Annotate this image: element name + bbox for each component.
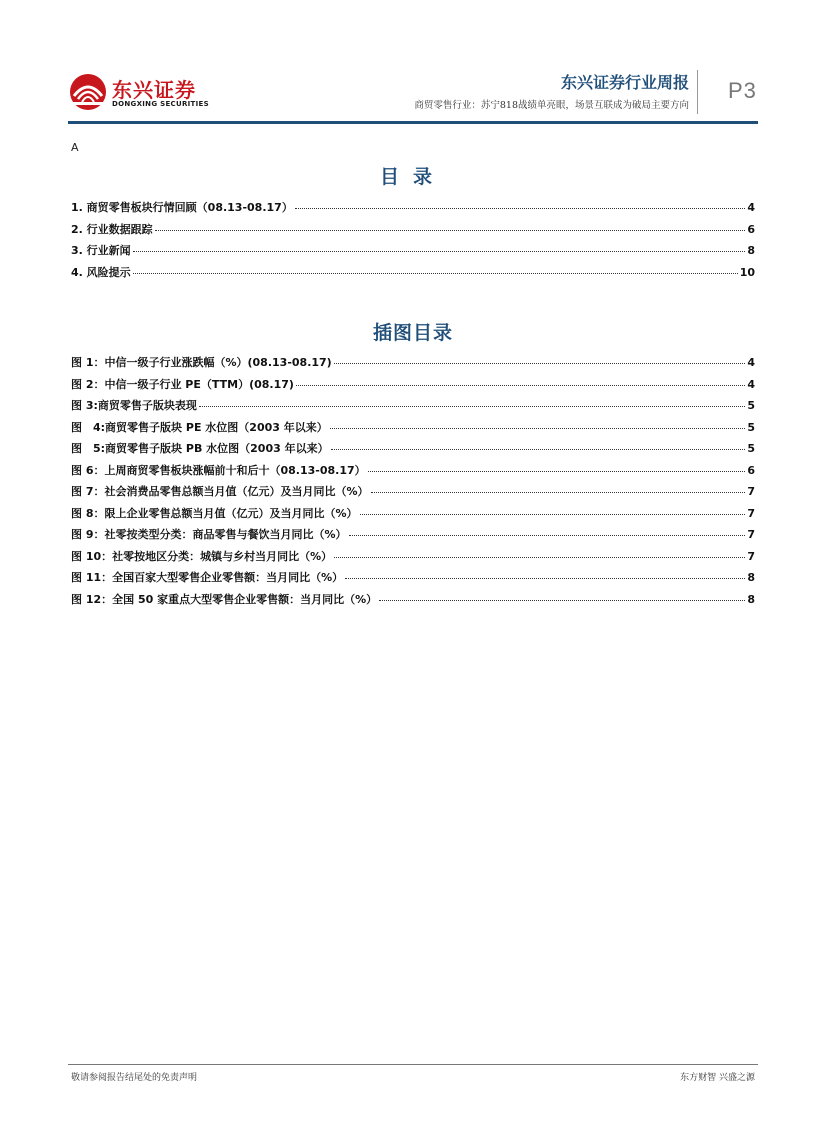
figure-entry-page: 5	[747, 399, 755, 412]
toc-entry-label: 4. 风险提示	[71, 265, 131, 279]
toc-leader-dots	[360, 513, 746, 515]
figure-entry-page: 7	[747, 549, 755, 563]
toc-leader-dots	[155, 229, 746, 231]
toc-leader-dots	[133, 250, 746, 252]
figure-entry-page: 6	[747, 463, 755, 477]
toc-entry-page: 10	[739, 265, 755, 279]
header-divider	[697, 70, 698, 114]
figure-entry-page: 8	[747, 592, 755, 606]
toc-leader-dots	[295, 207, 746, 209]
figure-entry-label: 图 11：全国百家大型零售企业零售额：当月同比（%）	[71, 571, 344, 584]
toc-entry[interactable]	[71, 242, 755, 264]
toc-leader-dots	[133, 272, 738, 274]
toc-entry[interactable]	[71, 264, 755, 286]
page-header	[0, 0, 827, 130]
dongxing-logo-icon	[68, 72, 108, 112]
figure-entry-label: 图 12：全国 50 家重点大型零售企业零售额：当月同比（%）	[71, 592, 378, 606]
toc-leader-dots	[331, 448, 746, 450]
figure-entry-label: 图 2：中信一级子行业 PE（TTM）(08.17)	[71, 377, 294, 391]
toc-leader-dots	[334, 556, 745, 558]
figure-entry[interactable]	[71, 526, 755, 548]
toc-entry-label: 3. 行业新闻	[71, 244, 131, 257]
footer-rule	[68, 1064, 758, 1065]
figure-entry[interactable]	[71, 354, 755, 376]
figure-entry[interactable]	[71, 505, 755, 527]
toc-entry-page: 6	[747, 222, 755, 236]
figure-entry-page: 4	[747, 377, 755, 391]
figure-entry[interactable]	[71, 483, 755, 505]
figure-entry[interactable]	[71, 440, 755, 462]
footer-disclaimer: 敬请参阅报告结尾处的免责声明	[71, 1073, 198, 1083]
toc-leader-dots	[371, 491, 746, 493]
figure-entry-page: 4	[747, 356, 755, 369]
figure-entry-page: 7	[747, 506, 755, 520]
toc-leader-dots	[334, 362, 746, 364]
figure-entry-page: 7	[747, 528, 755, 541]
figure-entry-label: 图 7：社会消费品零售总额当月值（亿元）及当月同比（%）	[71, 485, 369, 498]
toc-list	[71, 199, 755, 285]
toc-leader-dots	[345, 577, 745, 579]
figure-entry[interactable]	[71, 569, 755, 591]
toc-heading: 目录	[379, 166, 446, 188]
figure-entry-label: 图 4:商贸零售子版块 PE 水位图（2003 年以来）	[71, 420, 328, 434]
company-logo	[68, 72, 218, 116]
page-number: P3	[728, 78, 757, 103]
figure-entry-page: 7	[747, 485, 755, 498]
toc-entry-label: 2. 行业数据跟踪	[71, 222, 153, 236]
figure-entry-page: 5	[747, 420, 755, 434]
figure-entry-label: 图 3:商贸零售子版块表现	[71, 399, 197, 412]
stray-text: A	[71, 141, 79, 154]
toc-entry-label: 1. 商贸零售板块行情回顾（08.13-08.17）	[71, 201, 293, 214]
figure-list	[71, 354, 755, 612]
header-rule	[68, 121, 758, 124]
toc-entry-page: 4	[747, 201, 755, 214]
figure-entry[interactable]	[71, 462, 755, 484]
figure-entry-label: 图 5:商贸零售子版块 PB 水位图（2003 年以来）	[71, 442, 329, 455]
figure-entry[interactable]	[71, 397, 755, 419]
figures-heading: 插图目录	[372, 322, 453, 344]
figure-entry[interactable]	[71, 376, 755, 398]
toc-entry[interactable]	[71, 221, 755, 243]
figure-entry-label: 图 8：限上企业零售总额当月值（亿元）及当月同比（%）	[71, 506, 358, 520]
figure-entry[interactable]	[71, 548, 755, 570]
figure-entry-label: 图 1：中信一级子行业涨跌幅（%）(08.13-08.17)	[71, 356, 332, 369]
figure-entry-label: 图 9：社零按类型分类：商品零售与餐饮当月同比（%）	[71, 528, 347, 541]
figure-entry-label: 图 10：社零按地区分类：城镇与乡村当月同比（%）	[71, 549, 333, 563]
logo-name-en: DONGXING SECURITIES	[112, 100, 209, 108]
figure-entry-page: 8	[747, 571, 755, 584]
toc-leader-dots	[330, 427, 746, 429]
toc-leader-dots	[379, 599, 745, 601]
toc-leader-dots	[368, 470, 746, 472]
toc-leader-dots	[199, 405, 745, 407]
report-subtitle: 商贸零售行业：苏宁818战绩单亮眼，场景互联成为破局主要方向	[414, 100, 689, 111]
figure-entry[interactable]	[71, 419, 755, 441]
report-series-title: 东兴证券行业周报	[560, 73, 689, 92]
figure-entry-label: 图 6：上周商贸零售板块涨幅前十和后十（08.13-08.17）	[71, 463, 366, 477]
figure-entry[interactable]	[71, 591, 755, 613]
toc-entry-page: 8	[747, 244, 755, 257]
toc-leader-dots	[296, 384, 745, 386]
toc-entry[interactable]	[71, 199, 755, 221]
toc-leader-dots	[349, 534, 746, 536]
footer-slogan: 东方财智 兴盛之源	[680, 1073, 755, 1083]
figure-entry-page: 5	[747, 442, 755, 455]
logo-name-cn: 东兴证券	[112, 78, 196, 102]
